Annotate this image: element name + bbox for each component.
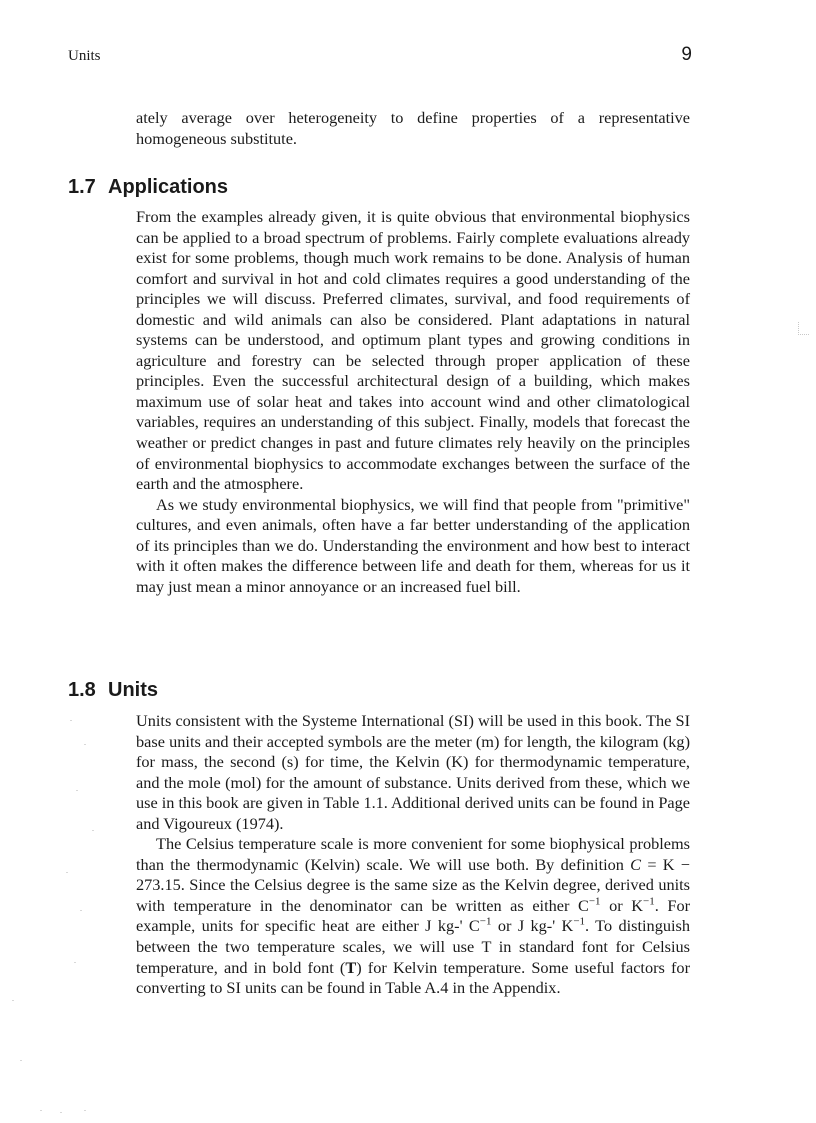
applications-body [136, 207, 690, 597]
scan-speck [798, 322, 809, 335]
section-title: Applications [108, 176, 229, 198]
unit-exponent: −1 [643, 895, 655, 908]
applications-paragraph-2: As we study environmental biophysics, we will find that people from "primitive" cultures, and even animals, often have a far better understanding of the application of its principles than we do. Understanding the environment and how best to interact with it often makes the difference between life and death for them, whereas for us it may just mean a minor annoyance or an increased fuel bill. [136, 494, 690, 596]
unit-per-celsius [578, 896, 601, 915]
text-run: The Celsius temperature scale is more convenient for some biophysical problems than the thermodynamic (Kelvin) scale. We will use both. By definition [136, 834, 690, 874]
unit-exponent: −1 [588, 895, 601, 908]
kelvin-symbol: T [345, 957, 357, 977]
text-run: . For example, units for specific heat are either J kg-' [136, 895, 691, 936]
text-run: = K − 273.15. Since the Celsius degree is the same size as the Kelvin degree, derived units with temperature in the denominator can be written as either [136, 854, 690, 915]
section-heading-units [68, 679, 158, 702]
unit-per-kelvin [631, 896, 654, 915]
page-number: 9 [681, 44, 692, 65]
units-paragraph-1: Units consistent with the Systeme International (SI) will be used in this book. The SI base units and their accepted symbols are the meter (m) for length, the kilogram (kg) for mass, the second (s) for time, the Kelvin (K) for thermodynamic temperature, and the mole (mol) for the amount of substance. Units derived from these, which we use in this book are given in Table 1.1. Additional derived units can be found in Page and Vigoureux (1974). [136, 711, 690, 833]
text-run: or J kg-' [491, 916, 562, 936]
unit-per-celsius [469, 916, 492, 935]
unit-symbol: K [631, 895, 644, 915]
unit-exponent: −1 [573, 916, 586, 929]
scan-noise-margin [0, 700, 140, 1120]
continuation-paragraph [136, 108, 690, 149]
section-heading-applications [68, 176, 228, 199]
text-run: ) for Kelvin temperature. Some useful factors for converting to SI units can be found in Table A.4 in the Appendix. [136, 957, 690, 998]
section-number: 1.7 [68, 176, 96, 198]
text-run: . To distinguish between the two temperature scales, we will use T in standard font for Celsius temperature, and in bold font ( [136, 916, 690, 977]
unit-symbol: C [468, 916, 480, 936]
units-paragraph-2 [136, 834, 690, 998]
unit-symbol: C [577, 895, 589, 915]
applications-paragraph-1: From the examples already given, it is quite obvious that environmental biophysics can be applied to a broad spectrum of problems. Fairly complete evaluations already exist for some problems, though much work remains to be done. Analysis of human comfort and survival in hot and cold climates requires a good understanding of the principles we will discuss. Preferred climates, survival, and food requirements of domestic and wild animals can also be considered. Plant adaptations in natural systems can be understood, and optimum plant types and growing conditions in agriculture and forestry can be selected through proper application of these principles. Even the successful architectural design of a building, which makes maximum use of solar heat and takes into account wind and other climatological variables, requires an understanding of this subject. Finally, models that forecast the weather or predict changes in past and future climates rely heavily on the principles of environmental biophysics to accommodate exchanges between the surface of the earth and the atmosphere. [136, 207, 690, 494]
running-title: Units [68, 48, 101, 64]
unit-symbol: K [561, 916, 574, 936]
units-body [136, 711, 690, 999]
celsius-symbol: C [630, 854, 642, 874]
unit-per-kelvin [562, 916, 585, 935]
unit-exponent: −1 [479, 916, 492, 929]
continuation-text: ately average over heterogeneity to define properties of a representative homogeneous substitute. [136, 108, 690, 148]
section-number: 1.8 [68, 679, 96, 701]
text-run: or [600, 895, 632, 915]
section-title: Units [108, 679, 158, 701]
